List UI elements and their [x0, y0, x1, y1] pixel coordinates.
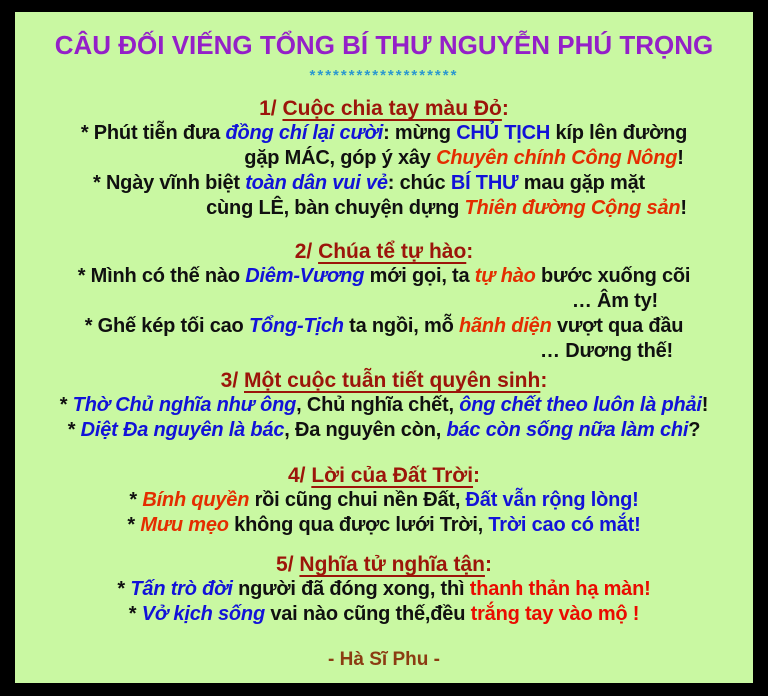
poem-line	[15, 418, 753, 443]
text-segment: Diệt Đa nguyên là bác	[80, 419, 285, 441]
heading-text: Một cuộc tuẫn tiết quyên sinh	[244, 369, 541, 392]
poem-line	[15, 264, 753, 289]
poem-line	[15, 196, 753, 221]
divider-stars: *******************	[309, 67, 459, 84]
text-segment: vượt qua đầu	[551, 315, 684, 337]
text-segment: thanh thản hạ màn!	[469, 578, 651, 600]
text-segment: vai nào cũng thế,đều	[264, 603, 471, 625]
text-segment: trắng tay vào mộ !	[470, 603, 640, 625]
text-segment: Chuyên chính Công Nông	[436, 147, 678, 169]
heading-colon: :	[484, 553, 492, 576]
section-5	[15, 552, 753, 627]
section-heading	[15, 368, 753, 393]
section-3	[15, 368, 753, 443]
text-segment: *	[117, 578, 131, 600]
text-segment: *	[59, 394, 73, 416]
section-heading	[15, 96, 753, 121]
heading-colon: :	[540, 369, 548, 392]
poem-line	[15, 289, 753, 314]
text-segment: *	[129, 489, 143, 511]
text-segment: Thiên đường Cộng sản	[464, 197, 681, 219]
heading-text: Nghĩa tử nghĩa tận	[299, 553, 485, 576]
text-segment: bác còn sống nữa làm chi	[446, 419, 689, 441]
text-segment: BÍ THƯ	[450, 172, 519, 194]
section-4	[15, 463, 753, 538]
text-segment: ông chết theo luôn là phải	[459, 394, 702, 416]
text-segment: Tấn trò đời	[130, 578, 233, 600]
text-segment: Đất vẫn rộng lòng!	[465, 489, 639, 511]
text-segment: : mừng	[383, 122, 457, 144]
heading-text: Chúa tể tự hào	[318, 240, 467, 263]
poem-line	[15, 577, 753, 602]
heading-number: 3/	[220, 369, 244, 392]
text-segment: CHỦ TỊCH	[456, 122, 551, 144]
text-segment: kíp lên đường	[550, 122, 688, 144]
text-segment: mới gọi, ta	[364, 265, 475, 287]
signature: - Hà Sĩ Phu -	[328, 649, 440, 670]
text-segment: cùng LÊ, bàn chuyện dựng	[206, 197, 465, 219]
text-segment: * Ngày vĩnh biệt	[93, 172, 246, 194]
poem-line	[15, 393, 753, 418]
text-segment: … Dương thế!	[540, 340, 673, 362]
text-segment: Diêm-Vương	[245, 265, 365, 287]
text-segment: đồng chí lại cười	[225, 122, 384, 144]
poem-line	[15, 146, 753, 171]
poem-line	[15, 488, 753, 513]
text-segment: Bính quyền	[142, 489, 250, 511]
sections	[15, 96, 753, 627]
text-segment: Tổng-Tịch	[248, 315, 344, 337]
text-segment: *	[128, 603, 142, 625]
poster-title: CÂU ĐỐI VIẾNG TỔNG BÍ THƯ NGUYỄN PHÚ TRỌNG	[54, 30, 714, 60]
section-heading	[15, 463, 753, 488]
text-segment: * Phút tiễn đưa	[80, 122, 226, 144]
poem-line	[15, 314, 753, 339]
section-2	[15, 239, 753, 364]
heading-number: 1/	[259, 97, 283, 120]
text-segment: hãnh diện	[458, 315, 552, 337]
heading-text: Lời của Đất Trời	[311, 464, 474, 487]
poster-page	[15, 12, 753, 683]
text-segment: * Ghế kép tối cao	[84, 315, 249, 337]
text-segment: người đã đóng xong, thì	[232, 578, 470, 600]
text-segment: … Âm ty!	[571, 290, 658, 312]
text-segment: toàn dân vui vẻ	[245, 172, 388, 194]
text-segment: * Mình có thế nào	[77, 265, 246, 287]
poem-line	[15, 339, 753, 364]
text-segment: ta ngồi, mỗ	[343, 315, 459, 337]
heading-colon: :	[501, 97, 509, 120]
text-segment: mau gặp mặt	[518, 172, 645, 194]
text-segment: : chúc	[387, 172, 451, 194]
text-segment: !	[677, 147, 684, 169]
text-segment: ?	[688, 419, 701, 441]
heading-number: 5/	[276, 553, 300, 576]
text-segment: *	[67, 419, 81, 441]
section-1	[15, 96, 753, 221]
text-segment: không qua được lưới Trời,	[228, 514, 489, 536]
text-segment: !	[680, 197, 687, 219]
text-segment: gặp MÁC, góp ý xây	[244, 147, 437, 169]
text-segment: rồi cũng chui nền Đất,	[249, 489, 466, 511]
text-segment: bước xuống cõi	[535, 265, 691, 287]
section-heading	[15, 239, 753, 264]
text-segment: , Đa nguyên còn,	[284, 419, 447, 441]
poem-line	[15, 513, 753, 538]
poem-line	[15, 602, 753, 627]
heading-colon: :	[473, 464, 481, 487]
heading-colon: :	[466, 240, 474, 263]
heading-text: Cuộc chia tay màu Đỏ	[282, 97, 502, 120]
text-segment: tự hào	[474, 265, 536, 287]
poem-line	[15, 171, 753, 196]
poem-line	[15, 121, 753, 146]
section-heading	[15, 552, 753, 577]
heading-number: 2/	[294, 240, 319, 263]
text-segment: , Chủ nghĩa chết,	[296, 394, 460, 416]
heading-number: 4/	[287, 464, 312, 487]
text-segment: Vở kịch sống	[141, 603, 265, 625]
text-segment: Mưu mẹo	[140, 514, 229, 536]
text-segment: !	[701, 394, 709, 416]
text-segment: *	[127, 514, 141, 536]
text-segment: Trời cao có mắt!	[488, 514, 641, 536]
text-segment: Thờ Chủ nghĩa như ông	[72, 394, 297, 416]
